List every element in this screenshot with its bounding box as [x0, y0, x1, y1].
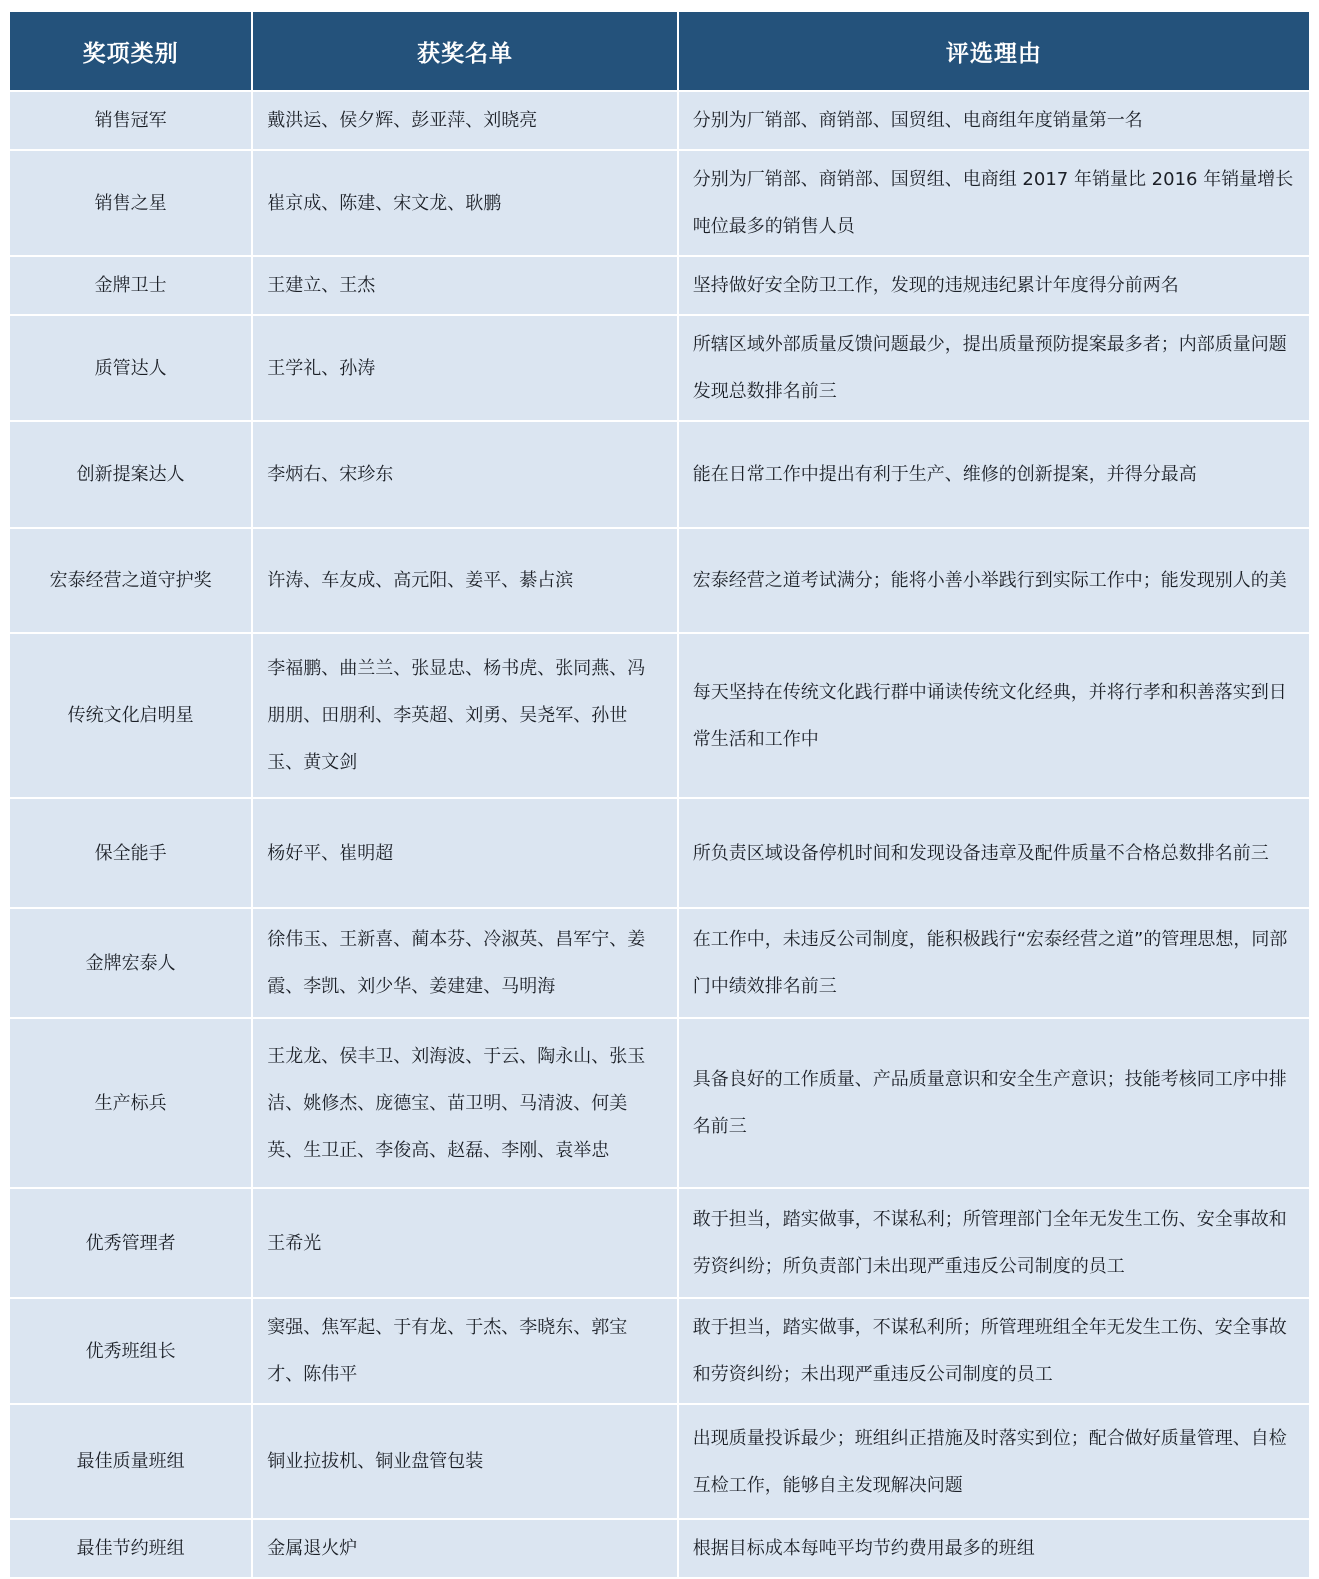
- winners-cell: 李炳右、宋珍东: [252, 421, 677, 528]
- reason-cell: 所负责区域设备停机时间和发现设备违章及配件质量不合格总数排名前三: [678, 798, 1310, 908]
- reason-cell: 具备良好的工作质量、产品质量意识和安全生产意识；技能考核同工序中排名前三: [678, 1018, 1310, 1188]
- reason-cell: 宏泰经营之道考试满分；能将小善小举践行到实际工作中；能发现别人的美: [678, 528, 1310, 633]
- award-category-cell: 优秀班组长: [9, 1298, 252, 1404]
- reason-cell: 敢于担当，踏实做事，不谋私利所；所管理班组全年无发生工伤、安全事故和劳资纠纷；未出现严重违反公司制度的员工: [678, 1298, 1310, 1404]
- award-category-cell: 销售冠军: [9, 91, 252, 150]
- table-row: [9, 1298, 1310, 1404]
- table-row: [9, 1188, 1310, 1298]
- table-row: [9, 633, 1310, 798]
- reason-cell: 分别为厂销部、商销部、国贸组、电商组 2017 年销量比 2016 年销量增长吨位最多的销售人员: [678, 150, 1310, 256]
- reason-cell: 在工作中，未违反公司制度，能积极践行“宏泰经营之道”的管理思想，同部门中绩效排名前三: [678, 908, 1310, 1018]
- table-row: [9, 421, 1310, 528]
- table-row: [9, 1519, 1310, 1578]
- header-winners: 获奖名单: [252, 11, 677, 91]
- award-category-cell: 销售之星: [9, 150, 252, 256]
- award-category-cell: 优秀管理者: [9, 1188, 252, 1298]
- award-category-cell: 传统文化启明星: [9, 633, 252, 798]
- table-row: [9, 528, 1310, 633]
- reason-cell: 坚持做好安全防卫工作，发现的违规违纪累计年度得分前两名: [678, 256, 1310, 315]
- winners-cell: 李福鹏、曲兰兰、张显忠、杨书虎、张同燕、冯朋朋、田朋利、李英超、刘勇、吴尧军、孙世玉、黄文剑: [252, 633, 677, 798]
- table-row: [9, 908, 1310, 1018]
- award-category-cell: 质管达人: [9, 315, 252, 421]
- winners-cell: 王希光: [252, 1188, 677, 1298]
- reason-cell: 每天坚持在传统文化践行群中诵读传统文化经典，并将行孝和积善落实到日常生活和工作中: [678, 633, 1310, 798]
- winners-cell: 杨好平、崔明超: [252, 798, 677, 908]
- reason-cell: 能在日常工作中提出有利于生产、维修的创新提案，并得分最高: [678, 421, 1310, 528]
- winners-cell: 金属退火炉: [252, 1519, 677, 1578]
- award-category-cell: 最佳质量班组: [9, 1404, 252, 1519]
- winners-cell: 王龙龙、侯丰卫、刘海波、于云、陶永山、张玉洁、姚修杰、庞德宝、苗卫明、马清波、何美英、生卫正、李俊高、赵磊、李刚、袁举忠: [252, 1018, 677, 1188]
- award-category-cell: 保全能手: [9, 798, 252, 908]
- header-reason: 评选理由: [678, 11, 1310, 91]
- award-category-cell: 金牌卫士: [9, 256, 252, 315]
- winners-cell: 徐伟玉、王新喜、蔺本芬、冷淑英、昌军宁、姜霞、李凯、刘少华、姜建建、马明海: [252, 908, 677, 1018]
- reason-cell: 根据目标成本每吨平均节约费用最多的班组: [678, 1519, 1310, 1578]
- winners-cell: 窦强、焦军起、于有龙、于杰、李晓东、郭宝才、陈伟平: [252, 1298, 677, 1404]
- reason-cell: 所辖区域外部质量反馈问题最少，提出质量预防提案最多者；内部质量问题发现总数排名前三: [678, 315, 1310, 421]
- award-category-cell: 创新提案达人: [9, 421, 252, 528]
- awards-table: [8, 10, 1311, 1579]
- reason-cell: 分别为厂销部、商销部、国贸组、电商组年度销量第一名: [678, 91, 1310, 150]
- table-row: [9, 1018, 1310, 1188]
- reason-cell: 出现质量投诉最少；班组纠正措施及时落实到位；配合做好质量管理、自检互检工作，能够自主发现解决问题: [678, 1404, 1310, 1519]
- award-category-cell: 最佳节约班组: [9, 1519, 252, 1578]
- table-row: [9, 150, 1310, 256]
- winners-cell: 铜业拉拔机、铜业盘管包装: [252, 1404, 677, 1519]
- table-row: [9, 315, 1310, 421]
- table-row: [9, 798, 1310, 908]
- table-row: [9, 91, 1310, 150]
- award-category-cell: 生产标兵: [9, 1018, 252, 1188]
- table-row: [9, 1404, 1310, 1519]
- award-category-cell: 宏泰经营之道守护奖: [9, 528, 252, 633]
- winners-cell: 戴洪运、侯夕辉、彭亚萍、刘晓亮: [252, 91, 677, 150]
- winners-cell: 许涛、车友成、高元阳、姜平、綦占滨: [252, 528, 677, 633]
- table-row: [9, 256, 1310, 315]
- header-category: 奖项类别: [9, 11, 252, 91]
- winners-cell: 王建立、王杰: [252, 256, 677, 315]
- header-row: [9, 11, 1310, 91]
- winners-cell: 王学礼、孙涛: [252, 315, 677, 421]
- reason-cell: 敢于担当，踏实做事，不谋私利；所管理部门全年无发生工伤、安全事故和劳资纠纷；所负责部门未出现严重违反公司制度的员工: [678, 1188, 1310, 1298]
- award-category-cell: 金牌宏泰人: [9, 908, 252, 1018]
- winners-cell: 崔京成、陈建、宋文龙、耿鹏: [252, 150, 677, 256]
